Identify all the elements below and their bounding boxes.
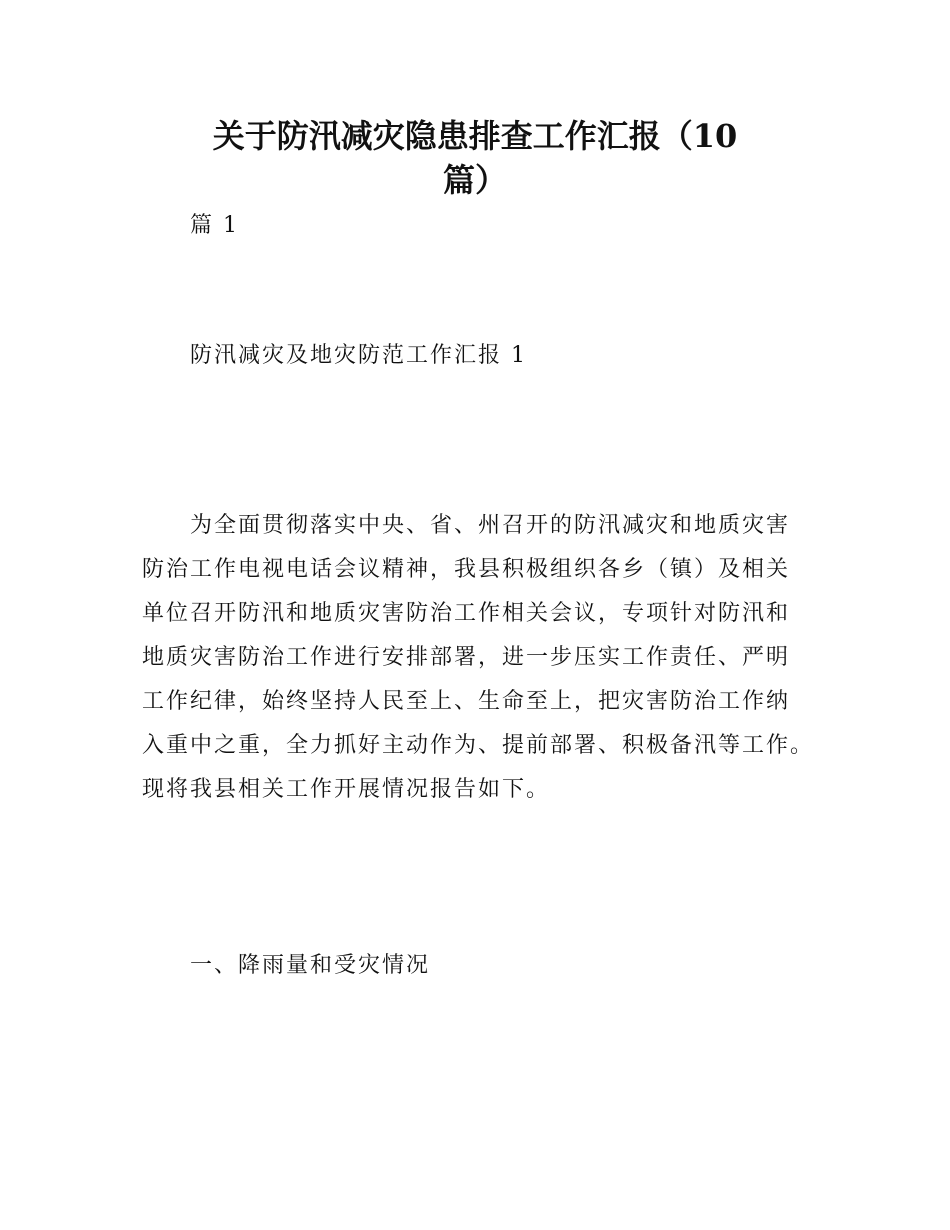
section-label: 篇 1 [190, 213, 239, 238]
body-line: 入重中之重，全力抓好主动作为、提前部署、积极备汛等工作。 [142, 733, 815, 758]
body-line: 地质灾害防治工作进行安排部署，进一步压实工作责任、严明 [142, 645, 791, 670]
document-subtitle: 防汛减灾及地灾防范工作汇报 1 [190, 343, 527, 368]
body-line: 现将我县相关工作开展情况报告如下。 [142, 777, 551, 802]
section-heading: 一、降雨量和受灾情况 [190, 953, 431, 978]
body-line: 为全面贯彻落实中央、省、州召开的防汛减灾和地质灾害 [190, 513, 791, 538]
body-line: 防治工作电视电话会议精神，我县积极组织各乡（镇）及相关 [142, 557, 791, 582]
document-title-line-2: 篇） [442, 161, 507, 199]
body-line: 单位召开防汛和地质灾害防治工作相关会议，专项针对防汛和 [142, 601, 791, 626]
document-title-line-1: 关于防汛减灾隐患排查工作汇报（10 [212, 117, 738, 155]
body-paragraph [142, 504, 832, 812]
body-line: 工作纪律，始终坚持人民至上、生命至上，把灾害防治工作纳 [142, 689, 791, 714]
